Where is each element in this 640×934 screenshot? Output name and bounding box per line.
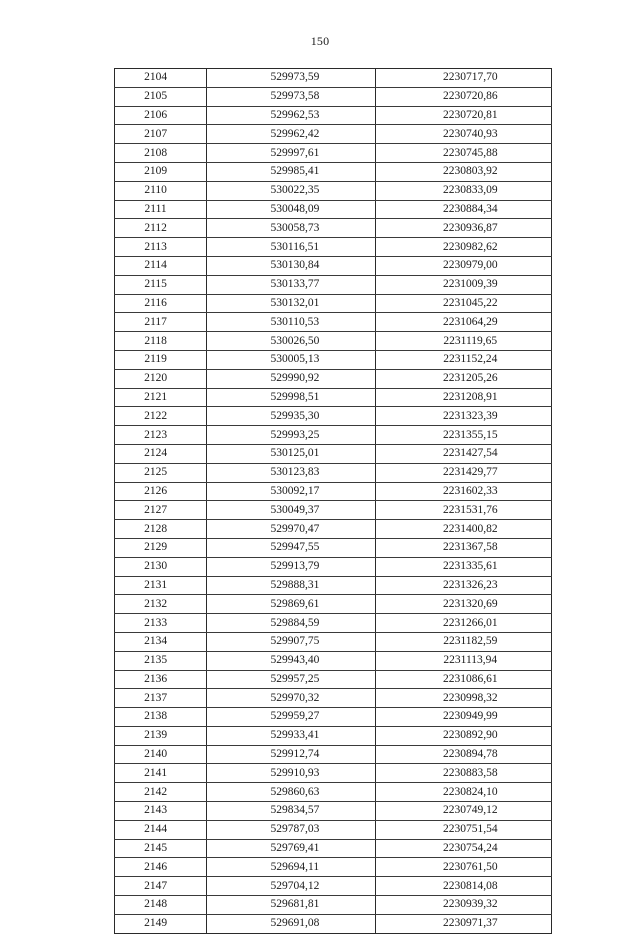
point-number-cell: 2115 <box>115 275 207 294</box>
point-number-cell: 2117 <box>115 313 207 332</box>
point-number-cell: 2129 <box>115 538 207 557</box>
point-number-cell: 2128 <box>115 520 207 539</box>
point-number-cell: 2136 <box>115 670 207 689</box>
y-coordinate-cell: 2231323,39 <box>375 407 551 426</box>
x-coordinate-cell: 529970,47 <box>207 520 375 539</box>
x-coordinate-cell: 529907,75 <box>207 632 375 651</box>
table-row <box>115 144 552 163</box>
x-coordinate-cell: 530133,77 <box>207 275 375 294</box>
point-number-cell: 2116 <box>115 294 207 313</box>
y-coordinate-cell: 2231086,61 <box>375 670 551 689</box>
table-row <box>115 444 552 463</box>
table-row <box>115 726 552 745</box>
y-coordinate-cell: 2231429,77 <box>375 463 551 482</box>
x-coordinate-cell: 529935,30 <box>207 407 375 426</box>
point-number-cell: 2105 <box>115 87 207 106</box>
page-number: 150 <box>310 34 330 48</box>
point-number-cell: 2119 <box>115 350 207 369</box>
point-number-cell: 2144 <box>115 820 207 839</box>
table-row <box>115 275 552 294</box>
x-coordinate-cell: 530049,37 <box>207 501 375 520</box>
y-coordinate-cell: 2230883,58 <box>375 764 551 783</box>
y-coordinate-cell: 2230751,54 <box>375 820 551 839</box>
table-row <box>115 520 552 539</box>
point-number-cell: 2138 <box>115 708 207 727</box>
y-coordinate-cell: 2231355,15 <box>375 426 551 445</box>
point-number-cell: 2149 <box>115 914 207 933</box>
table-row <box>115 858 552 877</box>
point-number-cell: 2110 <box>115 181 207 200</box>
y-coordinate-cell: 2231400,82 <box>375 520 551 539</box>
table-row <box>115 219 552 238</box>
x-coordinate-cell: 530110,53 <box>207 313 375 332</box>
x-coordinate-cell: 529970,32 <box>207 689 375 708</box>
point-number-cell: 2134 <box>115 632 207 651</box>
y-coordinate-cell: 2231045,22 <box>375 294 551 313</box>
table-row <box>115 181 552 200</box>
x-coordinate-cell: 529704,12 <box>207 877 375 896</box>
x-coordinate-cell: 529997,61 <box>207 144 375 163</box>
y-coordinate-cell: 2231427,54 <box>375 444 551 463</box>
y-coordinate-cell: 2231119,65 <box>375 332 551 351</box>
y-coordinate-cell: 2230754,24 <box>375 839 551 858</box>
point-number-cell: 2131 <box>115 576 207 595</box>
table-row <box>115 670 552 689</box>
table-row <box>115 426 552 445</box>
table-row <box>115 745 552 764</box>
y-coordinate-cell: 2230936,87 <box>375 219 551 238</box>
table-row <box>115 313 552 332</box>
x-coordinate-cell: 529834,57 <box>207 802 375 821</box>
point-number-cell: 2146 <box>115 858 207 877</box>
x-coordinate-cell: 529962,42 <box>207 125 375 144</box>
x-coordinate-cell: 529957,25 <box>207 670 375 689</box>
x-coordinate-cell: 529998,51 <box>207 388 375 407</box>
y-coordinate-cell: 2230998,32 <box>375 689 551 708</box>
x-coordinate-cell: 529691,08 <box>207 914 375 933</box>
table-row <box>115 350 552 369</box>
table-row <box>115 407 552 426</box>
point-number-cell: 2132 <box>115 595 207 614</box>
y-coordinate-cell: 2230949,99 <box>375 708 551 727</box>
point-number-cell: 2114 <box>115 256 207 275</box>
y-coordinate-cell: 2230892,90 <box>375 726 551 745</box>
table-row <box>115 839 552 858</box>
y-coordinate-cell: 2230971,37 <box>375 914 551 933</box>
x-coordinate-cell: 529973,59 <box>207 69 375 88</box>
table-row <box>115 595 552 614</box>
point-number-cell: 2112 <box>115 219 207 238</box>
table-row <box>115 106 552 125</box>
x-coordinate-cell: 529947,55 <box>207 538 375 557</box>
y-coordinate-cell: 2230749,12 <box>375 802 551 821</box>
x-coordinate-cell: 529933,41 <box>207 726 375 745</box>
table-row <box>115 294 552 313</box>
x-coordinate-cell: 529860,63 <box>207 783 375 802</box>
coordinates-table <box>114 68 552 934</box>
y-coordinate-cell: 2231266,01 <box>375 614 551 633</box>
point-number-cell: 2113 <box>115 238 207 257</box>
point-number-cell: 2148 <box>115 896 207 915</box>
point-number-cell: 2123 <box>115 426 207 445</box>
x-coordinate-cell: 529888,31 <box>207 576 375 595</box>
point-number-cell: 2137 <box>115 689 207 708</box>
point-number-cell: 2107 <box>115 125 207 144</box>
point-number-cell: 2109 <box>115 162 207 181</box>
x-coordinate-cell: 529959,27 <box>207 708 375 727</box>
point-number-cell: 2142 <box>115 783 207 802</box>
y-coordinate-cell: 2230979,00 <box>375 256 551 275</box>
x-coordinate-cell: 530005,13 <box>207 350 375 369</box>
table-row <box>115 501 552 520</box>
point-number-cell: 2124 <box>115 444 207 463</box>
x-coordinate-cell: 529681,81 <box>207 896 375 915</box>
y-coordinate-cell: 2231205,26 <box>375 369 551 388</box>
point-number-cell: 2141 <box>115 764 207 783</box>
point-number-cell: 2140 <box>115 745 207 764</box>
y-coordinate-cell: 2231113,94 <box>375 651 551 670</box>
x-coordinate-cell: 529913,79 <box>207 557 375 576</box>
y-coordinate-cell: 2231602,33 <box>375 482 551 501</box>
point-number-cell: 2139 <box>115 726 207 745</box>
x-coordinate-cell: 530058,73 <box>207 219 375 238</box>
x-coordinate-cell: 529694,11 <box>207 858 375 877</box>
y-coordinate-cell: 2230761,50 <box>375 858 551 877</box>
point-number-cell: 2108 <box>115 144 207 163</box>
y-coordinate-cell: 2230833,09 <box>375 181 551 200</box>
x-coordinate-cell: 530125,01 <box>207 444 375 463</box>
x-coordinate-cell: 529943,40 <box>207 651 375 670</box>
point-number-cell: 2118 <box>115 332 207 351</box>
x-coordinate-cell: 530092,17 <box>207 482 375 501</box>
table-row <box>115 369 552 388</box>
table-row <box>115 87 552 106</box>
point-number-cell: 2127 <box>115 501 207 520</box>
point-number-cell: 2143 <box>115 802 207 821</box>
x-coordinate-cell: 529910,93 <box>207 764 375 783</box>
y-coordinate-cell: 2230814,08 <box>375 877 551 896</box>
point-number-cell: 2126 <box>115 482 207 501</box>
point-number-cell: 2106 <box>115 106 207 125</box>
x-coordinate-cell: 529985,41 <box>207 162 375 181</box>
table-row <box>115 783 552 802</box>
table-row <box>115 820 552 839</box>
table-row <box>115 914 552 933</box>
point-number-cell: 2145 <box>115 839 207 858</box>
point-number-cell: 2122 <box>115 407 207 426</box>
x-coordinate-cell: 530022,35 <box>207 181 375 200</box>
coordinates-table-body <box>115 69 552 934</box>
table-row <box>115 463 552 482</box>
point-number-cell: 2104 <box>115 69 207 88</box>
x-coordinate-cell: 530048,09 <box>207 200 375 219</box>
y-coordinate-cell: 2230717,70 <box>375 69 551 88</box>
y-coordinate-cell: 2231064,29 <box>375 313 551 332</box>
table-row <box>115 388 552 407</box>
y-coordinate-cell: 2231326,23 <box>375 576 551 595</box>
table-row <box>115 200 552 219</box>
point-number-cell: 2130 <box>115 557 207 576</box>
y-coordinate-cell: 2230720,86 <box>375 87 551 106</box>
table-row <box>115 802 552 821</box>
x-coordinate-cell: 530026,50 <box>207 332 375 351</box>
x-coordinate-cell: 529962,53 <box>207 106 375 125</box>
table-row <box>115 557 552 576</box>
table-row <box>115 651 552 670</box>
y-coordinate-cell: 2230720,81 <box>375 106 551 125</box>
y-coordinate-cell: 2230803,92 <box>375 162 551 181</box>
point-number-cell: 2111 <box>115 200 207 219</box>
y-coordinate-cell: 2230824,10 <box>375 783 551 802</box>
x-coordinate-cell: 529787,03 <box>207 820 375 839</box>
x-coordinate-cell: 529884,59 <box>207 614 375 633</box>
table-row <box>115 708 552 727</box>
x-coordinate-cell: 530130,84 <box>207 256 375 275</box>
y-coordinate-cell: 2230745,88 <box>375 144 551 163</box>
y-coordinate-cell: 2231009,39 <box>375 275 551 294</box>
table-row <box>115 125 552 144</box>
table-row <box>115 576 552 595</box>
x-coordinate-cell: 529973,58 <box>207 87 375 106</box>
table-row <box>115 256 552 275</box>
table-row <box>115 764 552 783</box>
y-coordinate-cell: 2231182,59 <box>375 632 551 651</box>
x-coordinate-cell: 529869,61 <box>207 595 375 614</box>
point-number-cell: 2125 <box>115 463 207 482</box>
y-coordinate-cell: 2230939,32 <box>375 896 551 915</box>
y-coordinate-cell: 2231531,76 <box>375 501 551 520</box>
x-coordinate-cell: 530123,83 <box>207 463 375 482</box>
y-coordinate-cell: 2231320,69 <box>375 595 551 614</box>
table-row <box>115 238 552 257</box>
x-coordinate-cell: 529769,41 <box>207 839 375 858</box>
table-row <box>115 162 552 181</box>
table-row <box>115 632 552 651</box>
y-coordinate-cell: 2230884,34 <box>375 200 551 219</box>
x-coordinate-cell: 529993,25 <box>207 426 375 445</box>
point-number-cell: 2121 <box>115 388 207 407</box>
table-row <box>115 689 552 708</box>
x-coordinate-cell: 529990,92 <box>207 369 375 388</box>
y-coordinate-cell: 2230982,62 <box>375 238 551 257</box>
table-row <box>115 877 552 896</box>
y-coordinate-cell: 2231152,24 <box>375 350 551 369</box>
point-number-cell: 2147 <box>115 877 207 896</box>
table-row <box>115 332 552 351</box>
y-coordinate-cell: 2230740,93 <box>375 125 551 144</box>
point-number-cell: 2135 <box>115 651 207 670</box>
y-coordinate-cell: 2230894,78 <box>375 745 551 764</box>
table-row <box>115 69 552 88</box>
point-number-cell: 2133 <box>115 614 207 633</box>
y-coordinate-cell: 2231208,91 <box>375 388 551 407</box>
y-coordinate-cell: 2231367,58 <box>375 538 551 557</box>
y-coordinate-cell: 2231335,61 <box>375 557 551 576</box>
table-row <box>115 538 552 557</box>
x-coordinate-cell: 530116,51 <box>207 238 375 257</box>
x-coordinate-cell: 529912,74 <box>207 745 375 764</box>
point-number-cell: 2120 <box>115 369 207 388</box>
x-coordinate-cell: 530132,01 <box>207 294 375 313</box>
table-row <box>115 614 552 633</box>
table-row <box>115 482 552 501</box>
